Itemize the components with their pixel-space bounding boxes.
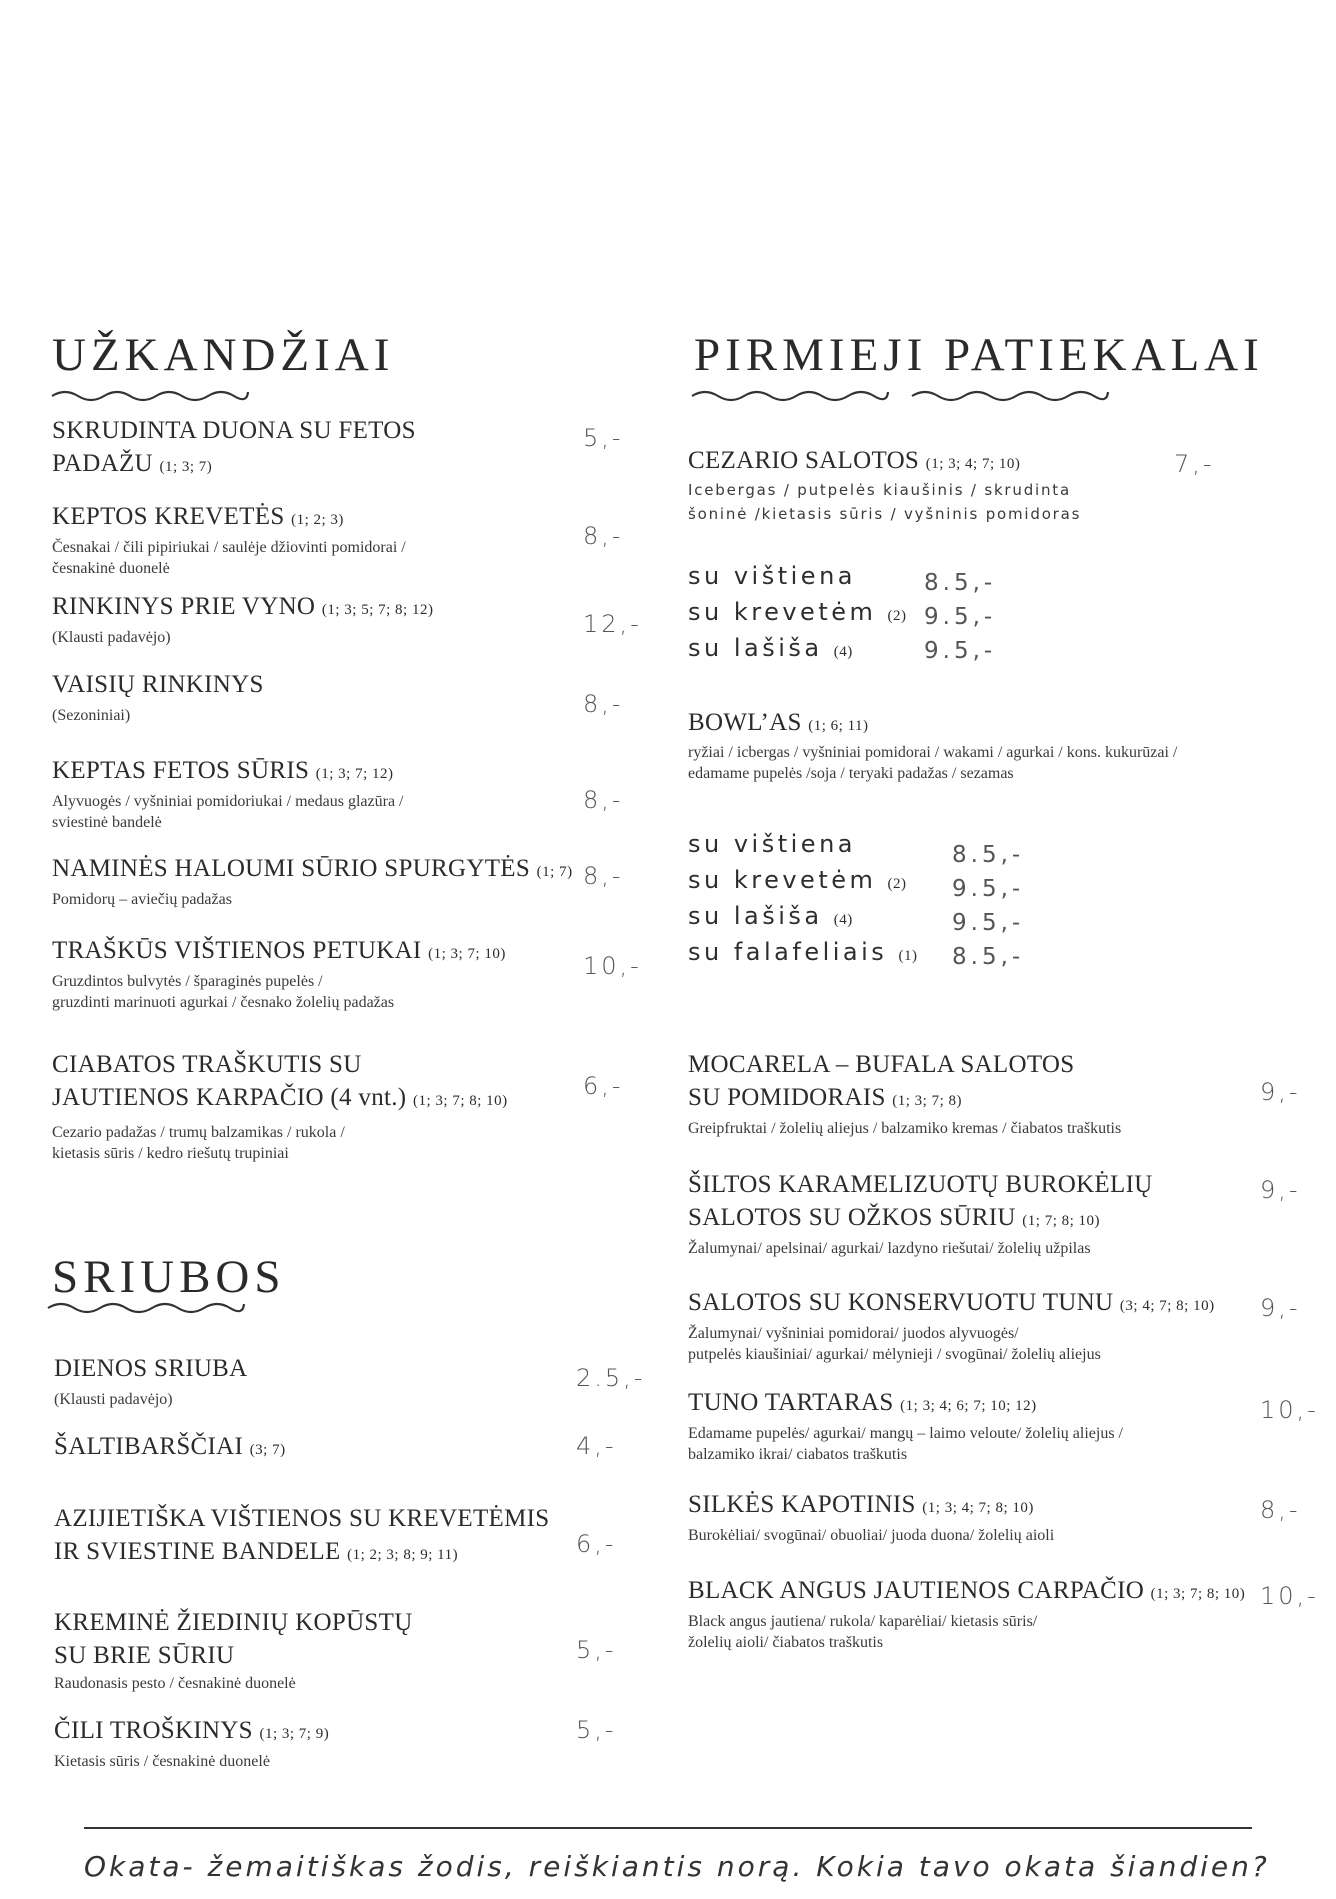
- menu-item-price: 8,-: [583, 522, 624, 550]
- menu-item-name: KREMINĖ ŽIEDINIŲ KOPŪSTŲ: [54, 1609, 413, 1636]
- menu-item-desc: Česnakai / čili pipiriukai / saulėje džiovinti pomidorai / česnakinė duonelė: [52, 539, 406, 577]
- menu-item-name: PADAŽU (1; 3; 7): [52, 450, 213, 477]
- menu-item-name: AZIJIETIŠKA VIŠTIENOS SU KREVETĖMIS: [54, 1505, 550, 1532]
- menu-item-desc: (Sezoniniai): [52, 707, 131, 724]
- allergens: (1; 7): [536, 864, 573, 880]
- menu-item-name: IR SVIESTINE BANDELE (1; 2; 3; 8; 9; 11): [54, 1538, 459, 1565]
- menu-item-desc: Icebergas / putpelės kiaušinis / skrudinta šoninė /kietasis sūris / vyšninis pomidoras: [688, 481, 1082, 523]
- allergens: (1; 3; 5; 7; 8; 12): [321, 602, 434, 618]
- variant-label: su vištiena: [688, 830, 856, 858]
- menu-item-name: CIABATOS TRAŠKUTIS SU: [52, 1051, 362, 1078]
- menu-item-name: SKRUDINTA DUONA SU FETOS: [52, 417, 416, 444]
- variant-price: 8.5,-: [952, 944, 1025, 970]
- menu-item-desc: Black angus jautiena/ rukola/ kaparėliai/ kietasis sūris/ žolelių aioli/ čiabatos traškutis: [688, 1613, 1038, 1651]
- menu-item-name: RINKINYS PRIE VYNO (1; 3; 5; 7; 8; 12): [52, 593, 434, 620]
- menu-item-name: KEPTOS KREVETĖS (1; 2; 3): [52, 503, 344, 530]
- variant-label: su lašiša (4): [688, 902, 853, 930]
- menu-item-name: NAMINĖS HALOUMI SŪRIO SPURGYTĖS (1; 7): [52, 855, 573, 882]
- menu-item-name: SILKĖS KAPOTINIS (1; 3; 4; 7; 8; 10): [688, 1491, 1034, 1518]
- menu-item-price: 9,-: [1260, 1294, 1301, 1322]
- menu-item-desc: Cezario padažas / trumų balzamikas / rukola / kietasis sūris / kedro riešutų trupiniai: [52, 1124, 345, 1162]
- variant-price: 9.5,-: [924, 638, 997, 664]
- variant-label: su vištiena: [688, 562, 856, 590]
- menu-item-name: SU BRIE SŪRIU: [54, 1642, 235, 1669]
- allergens: (3; 4; 7; 8; 10): [1119, 1298, 1215, 1314]
- allergens: (1; 2; 3): [291, 512, 344, 528]
- menu-item-desc: Žalumynai/ apelsinai/ agurkai/ lazdyno riešutai/ žolelių užpilas: [688, 1240, 1091, 1257]
- menu-item-name: SALOTOS SU KONSERVUOTU TUNU (3; 4; 7; 8; 10): [688, 1289, 1215, 1316]
- menu-item-name: SALOTOS SU OŽKOS SŪRIU (1; 7; 8; 10): [688, 1204, 1101, 1231]
- menu-item-name: TUNO TARTARAS (1; 3; 4; 6; 7; 10; 12): [688, 1389, 1037, 1416]
- menu-item-price: 6,-: [583, 1072, 624, 1100]
- menu-item-desc: Edamame pupelės/ agurkai/ mangų – laimo veloute/ žolelių aliejus / balzamiko ikrai/ ciabatos traškutis: [688, 1425, 1123, 1463]
- section-title-uzkandziai: UŽKANDŽIAI: [52, 329, 395, 381]
- wave-divider-icon: [910, 386, 1110, 402]
- section-title-pirmieji: PIRMIEJI PATIEKALAI: [694, 329, 1264, 381]
- menu-item-price: 8,-: [583, 786, 624, 814]
- wave-divider-icon: [46, 1298, 246, 1314]
- variant-label: su falafeliais (1): [688, 938, 918, 966]
- allergens: (1; 3; 4; 7; 8; 10): [922, 1500, 1034, 1516]
- menu-item-name: BOWL’AS (1; 6; 11): [688, 709, 869, 736]
- allergens: (1; 3; 7; 9): [259, 1726, 330, 1742]
- wave-divider-icon: [50, 386, 250, 402]
- menu-item-name: ČILI TROŠKINYS (1; 3; 7; 9): [54, 1717, 330, 1744]
- menu-item-price: 5,-: [583, 424, 624, 452]
- menu-item-price: 5,-: [576, 1636, 617, 1664]
- menu-item-price: 9,-: [1260, 1078, 1301, 1106]
- allergens: (1; 3; 7; 8; 10): [1150, 1586, 1246, 1602]
- menu-item-desc: ryžiai / icbergas / vyšniniai pomidorai / wakami / agurkai / kons. kukurūzai / edamame pupelės /soja / teryaki padažas / sezamas: [688, 744, 1178, 782]
- menu-item-name: KEPTAS FETOS SŪRIS (1; 3; 7; 12): [52, 757, 394, 784]
- menu-item-price: 12,-: [583, 610, 642, 638]
- menu-item-price: 10,-: [1260, 1582, 1319, 1610]
- menu-item-desc: (Klausti padavėjo): [52, 629, 171, 646]
- variant-price: 9.5,-: [952, 910, 1025, 936]
- allergens: (1; 7; 8; 10): [1022, 1213, 1101, 1229]
- menu-item-price: 4,-: [576, 1432, 617, 1460]
- allergens: (1; 3; 4; 6; 7; 10; 12): [900, 1398, 1037, 1414]
- footer-divider: [84, 1827, 1252, 1829]
- section-title-sriubos: SRIUBOS: [52, 1251, 286, 1303]
- menu-item-desc: Gruzdintos bulvytės / šparaginės pupelės / gruzdinti marinuoti agurkai / česnako žolelių padažas: [52, 973, 395, 1011]
- variant-price: 9.5,-: [952, 876, 1025, 902]
- menu-item-price: 6,-: [576, 1530, 617, 1558]
- menu-item-name: JAUTIENOS KARPAČIO (4 vnt.) (1; 3; 7; 8; 10): [52, 1084, 508, 1111]
- allergens: (1; 3; 7; 8): [892, 1093, 962, 1109]
- allergens: (1; 6; 11): [808, 718, 869, 734]
- variant-price: 9.5,-: [924, 604, 997, 630]
- menu-item-price: 9,-: [1260, 1176, 1301, 1204]
- wave-divider-icon: [690, 386, 890, 402]
- allergens: (1; 3; 7; 12): [315, 766, 394, 782]
- menu-item-name: DIENOS SRIUBA: [54, 1355, 248, 1382]
- variant-price: 8.5,-: [952, 842, 1025, 868]
- allergens: (1; 3; 4; 7; 10): [925, 456, 1021, 472]
- menu-item-desc: Greipfruktai / žolelių aliejus / balzamiko kremas / čiabatos traškutis: [688, 1120, 1122, 1137]
- menu-item-price: 2.5,-: [576, 1364, 646, 1392]
- allergens: (1; 3; 7; 8; 10): [412, 1093, 508, 1109]
- menu-item-price: 5,-: [576, 1716, 617, 1744]
- menu-item-desc: Žalumynai/ vyšniniai pomidorai/ juodos alyvuogės/ putpelės kiaušiniai/ agurkai/ mėlynieji / svogūnai/ žolelių aliejus: [688, 1325, 1101, 1363]
- menu-item-price: 8,-: [1260, 1496, 1301, 1524]
- menu-item-price: 8,-: [583, 690, 624, 718]
- variant-price: 8.5,-: [924, 570, 997, 596]
- menu-item-desc: Raudonasis pesto / česnakinė duonelė: [54, 1675, 296, 1692]
- menu-item-price: 10,-: [583, 952, 642, 980]
- allergens: (1; 2; 3; 8; 9; 11): [347, 1547, 459, 1563]
- menu-item-price: 10,-: [1260, 1396, 1319, 1424]
- menu-item-name: MOCARELA – BUFALA SALOTOS: [688, 1051, 1075, 1078]
- variant-label: su lašiša (4): [688, 634, 853, 662]
- menu-item-name: CEZARIO SALOTOS (1; 3; 4; 7; 10): [688, 447, 1021, 474]
- menu-item-name: SU POMIDORAIS (1; 3; 7; 8): [688, 1084, 962, 1111]
- menu-item-desc: (Klausti padavėjo): [54, 1391, 173, 1408]
- allergens: (3; 7): [249, 1442, 286, 1458]
- allergens: (1; 3; 7; 10): [428, 946, 506, 962]
- allergens: (1; 3; 7): [159, 459, 213, 475]
- menu-item-price: 8,-: [583, 862, 624, 890]
- menu-item-name: VAISIŲ RINKINYS: [52, 671, 264, 698]
- footer-tagline: Okata- žemaitiškas žodis, reiškiantis norą. Kokia tavo okata šiandien?: [84, 1850, 1270, 1883]
- menu-item-name: ŠALTIBARŠČIAI (3; 7): [54, 1433, 286, 1460]
- menu-item-name: BLACK ANGUS JAUTIENOS CARPAČIO (1; 3; 7; 8; 10): [688, 1577, 1246, 1604]
- menu-item-price: 7,-: [1174, 450, 1215, 478]
- variant-label: su krevetėm (2): [688, 598, 907, 626]
- menu-item-desc: Burokėliai/ svogūnai/ obuoliai/ juoda duona/ žolelių aioli: [688, 1527, 1055, 1544]
- menu-item-desc: Alyvuogės / vyšniniai pomidoriukai / medaus glazūra / sviestinė bandelė: [52, 793, 404, 831]
- menu-item-desc: Pomidorų – aviečių padažas: [52, 891, 232, 908]
- menu-item-desc: Kietasis sūris / česnakinė duonelė: [54, 1753, 270, 1770]
- menu-item-name: ŠILTOS KARAMELIZUOTŲ BUROKĖLIŲ: [688, 1171, 1153, 1198]
- variant-label: su krevetėm (2): [688, 866, 907, 894]
- menu-item-name: TRAŠKŪS VIŠTIENOS PETUKAI (1; 3; 7; 10): [52, 937, 506, 964]
